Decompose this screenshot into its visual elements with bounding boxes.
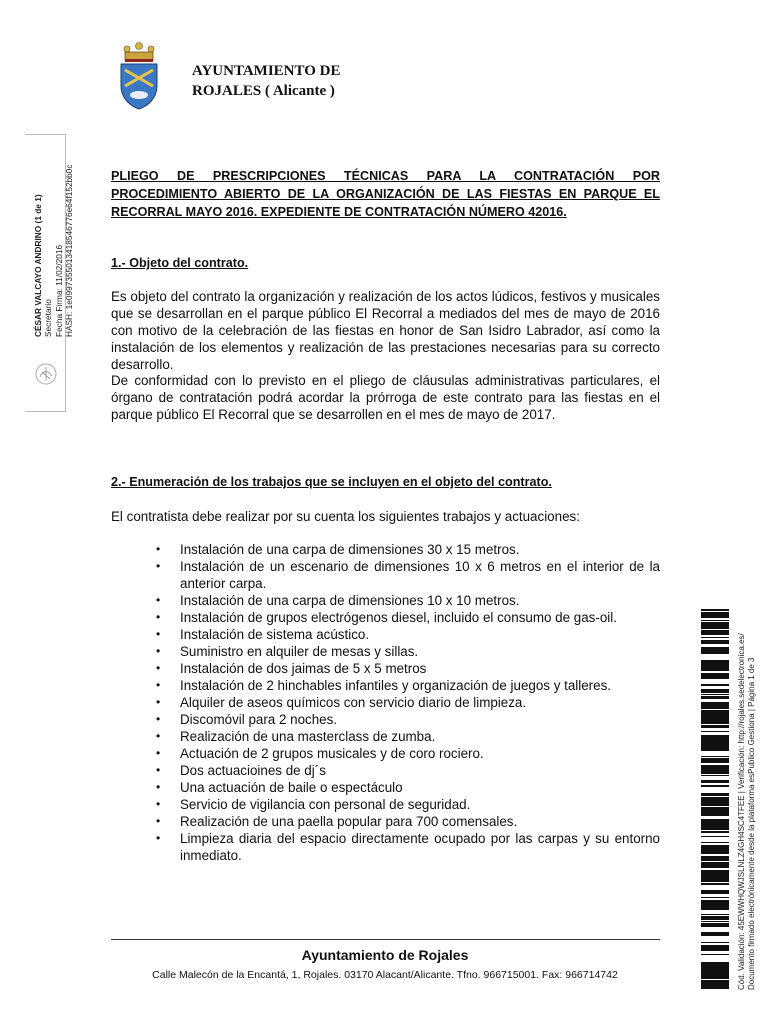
list-item: • Discomóvil para 2 noches.: [156, 712, 338, 727]
barcode-bar: [701, 647, 729, 648]
list-item: • Actuación de 2 grupos musicales y de coro rociero.: [156, 746, 484, 761]
barcode-bar: [701, 814, 729, 815]
barcode-bar: [701, 802, 729, 805]
list-item: • Suministro en alquiler de mesas y sillas.: [156, 644, 419, 659]
barcode-bar: [701, 897, 729, 898]
barcode-bar: [701, 883, 729, 884]
list-item: • Instalación de un escenario de dimensiones 10 x 6 metros en el interior de la anterior carpa.: [156, 559, 660, 591]
barcode-bar: [701, 815, 729, 816]
list-item: • Servicio de vigilancia con personal de seguridad.: [156, 797, 471, 812]
barcode-bar: [701, 702, 729, 705]
barcode-bar: [701, 905, 729, 907]
barcode-bar: [701, 858, 729, 859]
barcode-bar: [701, 797, 729, 799]
barcode-bar: [701, 768, 729, 769]
barcode-bar: [701, 828, 729, 829]
list-item: • Instalación de dos jaimas de 5 x 5 metros: [156, 661, 427, 676]
barcode-bar: [701, 711, 729, 714]
barcode-bar: [701, 708, 729, 709]
barcode-bar: [701, 807, 729, 810]
barcode-bar: [701, 810, 729, 812]
barcode-bar: [701, 846, 729, 848]
barcode-bar: [701, 663, 729, 664]
barcode-bar: [701, 678, 729, 679]
barcode-bar: [701, 793, 729, 796]
barcode-bar: [701, 737, 729, 740]
barcode-bar: [701, 761, 729, 762]
barcode-bar: [701, 916, 729, 919]
section1-paragraph-1: Es objeto del contrato la organización y realización de los actos lúdicos, festivos y musicales que se desarrollan en el parque público El Recorral a mediados del mes de mayo de 2016 con motivo de la celebración de las fiestas en honor de San Isidro Labrador, así como la instalación de los elementos y realización de las prestaciones necesarias para su correcto desarrollo.: [111, 289, 660, 372]
barcode-bar: [701, 848, 729, 851]
footer-divider: [111, 939, 660, 940]
barcode-bar: [701, 684, 729, 685]
organization-name: [192, 61, 341, 101]
barcode-bar: [701, 643, 729, 644]
org-name-line2: ROJALES ( Alicante ): [192, 83, 335, 99]
barcode-bar: [701, 926, 729, 927]
barcode-bar: [701, 715, 729, 718]
barcode-bar: [701, 923, 729, 925]
barcode-bar: [701, 651, 729, 652]
bullet-icon: •: [156, 593, 161, 607]
barcode-bar: [701, 863, 729, 866]
barcode-bar: [701, 967, 729, 968]
document-title: PLIEGO DE PRESCRIPCIONES TÉCNICAS PARA LA CONTRATACIÓN POR PROCEDIMIENTO ABIERTO DE LA ORGANIZACIÓN DE LAS FIESTAS EN PARQUE EL RECORRAL MAYO 2016. EXPEDIENTE DE CONTRATACIÓN NÚMERO 42016.: [111, 169, 660, 219]
barcode-bar: [701, 862, 729, 863]
list-item: • Instalación de grupos electrógenos diesel, incluido el consumo de gas-oil.: [156, 610, 617, 625]
barcode-bar: [701, 640, 729, 642]
barcode-bar: [701, 694, 729, 695]
list-item: • Instalación de una carpa de dimensiones 30 x 15 metros.: [156, 542, 520, 557]
footer-organization: Ayuntamiento de Rojales: [301, 947, 469, 963]
barcode-bar: [701, 731, 729, 732]
signature-date: Fecha Firma: 11/02/2016: [53, 244, 64, 337]
bullet-icon: •: [156, 831, 161, 845]
barcode-bar: [701, 631, 729, 633]
verification-platform-line: Documento firmado electrónicamente desde la plataforma esPublico Gestiona | Página 1 de 3: [746, 657, 756, 990]
barcode-bar: [701, 612, 729, 614]
barcode-bar: [701, 760, 729, 761]
barcode-bar: [701, 748, 729, 750]
barcode-bar: [701, 649, 729, 651]
verification-code-line: Cód. Validación: 45EWWHQWJSLNLZ4GH4SC4TFEE | Verificación: http://rojales.sedelectronica.es/: [737, 633, 746, 990]
list-item: • Realización de una masterclass de zumba.: [156, 729, 436, 744]
barcode-bar: [701, 935, 729, 936]
barcode-bar: [701, 622, 729, 624]
barcode-bar: [701, 821, 729, 822]
bullet-icon: •: [156, 542, 161, 556]
barcode-bar: [701, 667, 729, 669]
barcode-bar: [701, 836, 729, 837]
barcode-bar: [701, 873, 729, 874]
bullet-icon: •: [156, 559, 161, 573]
barcode-bar: [701, 921, 729, 922]
barcode-bar: [701, 741, 729, 744]
barcode-bar: [701, 721, 729, 724]
verification-barcode: [701, 608, 729, 990]
section2-intro: El contratista debe realizar por su cuenta los siguientes trabajos y actuaciones:: [111, 509, 580, 524]
barcode-bar: [701, 718, 729, 721]
barcode-bar: [701, 879, 729, 881]
barcode-bar: [701, 870, 729, 871]
bullet-icon: •: [156, 814, 161, 828]
barcode-bar: [701, 710, 729, 711]
barcode-bar: [701, 696, 729, 697]
barcode-bar: [701, 685, 729, 686]
barcode-bar: [701, 692, 729, 693]
barcode-bar: [701, 890, 729, 893]
barcode-bar: [701, 609, 729, 610]
barcode-bar: [701, 772, 729, 774]
list-item: • Dos actuacioines de dj´s: [156, 763, 326, 778]
barcode-bar: [701, 871, 729, 873]
barcode-bar: [701, 914, 729, 915]
barcode-bar: [701, 877, 729, 879]
barcode-bar: [701, 756, 729, 757]
barcode-bar: [701, 853, 729, 854]
barcode-bar: [701, 775, 729, 776]
barcode-bar: [701, 614, 729, 617]
bullet-icon: •: [156, 678, 161, 692]
barcode-bar: [701, 942, 729, 943]
bullet-icon: •: [156, 695, 161, 709]
barcode-bar: [701, 735, 729, 737]
barcode-bar: [701, 624, 729, 626]
barcode-bar: [701, 842, 729, 843]
barcode-bar: [701, 617, 729, 618]
barcode-bar: [701, 750, 729, 751]
barcode-bar: [701, 832, 729, 833]
barcode-bar: [701, 673, 729, 675]
list-item: • Una actuación de baile o espectáculo: [156, 780, 403, 795]
barcode-bar: [701, 697, 729, 698]
bullet-icon: •: [156, 780, 161, 794]
barcode-bar: [701, 767, 729, 768]
barcode-bar: [701, 900, 729, 902]
barcode-bar: [701, 714, 729, 715]
list-item: • Limpieza diaria del espacio directamente ocupado por las carpas y su entorno inmediato.: [156, 831, 660, 863]
section1-paragraph-2: De conformidad con lo previsto en el pliego de cláusulas administrativas particulares, el órgano de contratación podrá acordar la prórroga de este contrato para las fiestas en el parque público El Recorral que se desarrollen en el mes de mayo de 2017.: [111, 373, 660, 422]
barcode-bar: [701, 932, 729, 935]
list-item: • Instalación de sistema acústico.: [156, 627, 370, 642]
barcode-bar: [701, 845, 729, 846]
barcode-bar: [701, 902, 729, 904]
barcode-bar: [701, 866, 729, 868]
signer-name: CÉSAR VALCAYO ANDRINO (1 de 1): [33, 194, 43, 337]
barcode-bar: [701, 857, 729, 858]
signature-details: [33, 127, 74, 337]
bullet-icon: •: [156, 661, 161, 675]
barcode-bar: [701, 819, 729, 821]
barcode-bar: [701, 652, 729, 654]
barcode-bar: [701, 983, 729, 986]
barcode-bar: [701, 805, 729, 806]
bullet-icon: •: [156, 746, 161, 760]
barcode-bar: [701, 893, 729, 894]
works-list: [156, 541, 660, 864]
barcode-bar: [701, 691, 729, 692]
bullet-icon: •: [156, 627, 161, 641]
barcode-bar: [701, 907, 729, 910]
barcode-bar: [701, 851, 729, 852]
barcode-bar: [701, 705, 729, 706]
barcode-bar: [701, 744, 729, 746]
signature-hash: HASH: 1e0997355013418546776e64f152bb0c: [63, 164, 74, 337]
barcode-bar: [701, 633, 729, 635]
barcode-bar: [701, 725, 729, 728]
barcode-bar: [701, 786, 729, 787]
barcode-bar: [701, 637, 729, 638]
barcode-bar: [701, 740, 729, 741]
list-item: • Realización de una paella popular para 700 comensales.: [156, 814, 518, 829]
barcode-bar: [701, 964, 729, 967]
barcode-bar: [701, 626, 729, 629]
barcode-bar: [701, 785, 729, 786]
barcode-bar: [701, 988, 729, 989]
signature-stamp-icon: [34, 362, 58, 386]
barcode-bar: [701, 669, 729, 671]
barcode-bar: [701, 780, 729, 782]
barcode-bar: [701, 660, 729, 662]
barcode-bar: [701, 620, 729, 621]
barcode-bar: [701, 986, 729, 988]
barcode-bar: [701, 664, 729, 667]
barcode-bar: [701, 689, 729, 690]
section2-heading: 2.- Enumeración de los trabajos que se incluyen en el objeto del contrato.: [111, 475, 552, 489]
barcode-bar: [701, 799, 729, 802]
barcode-bar: [701, 648, 729, 649]
barcode-bar: [701, 782, 729, 783]
barcode-bar: [701, 746, 729, 748]
bullet-icon: •: [156, 797, 161, 811]
list-item: • Instalación de una carpa de dimensiones 10 x 10 metros.: [156, 593, 520, 608]
bullet-icon: •: [156, 729, 161, 743]
bullet-icon: •: [156, 712, 161, 726]
signer-role: Secretario: [43, 299, 54, 337]
barcode-bar: [701, 698, 729, 699]
barcode-bar: [701, 829, 729, 830]
barcode-bar: [701, 856, 729, 857]
barcode-bar: [701, 825, 729, 828]
bullet-icon: •: [156, 763, 161, 777]
barcode-bar: [701, 630, 729, 631]
barcode-bar: [701, 831, 729, 832]
footer-address: Calle Malecón de la Encantá, 1, Rojales. 03170 Alacant/Alicante. Tfno. 966715001. Fax: 966714742: [152, 969, 618, 981]
barcode-bar: [701, 919, 729, 920]
barcode-bar: [701, 762, 729, 763]
barcode-bar: [701, 758, 729, 760]
barcode-bar: [701, 690, 729, 691]
barcode-bar: [701, 884, 729, 885]
barcode-bar: [701, 874, 729, 877]
barcode-bar: [701, 675, 729, 678]
verification-text: [737, 630, 767, 990]
section1-heading: 1.- Objeto del contrato.: [111, 256, 249, 270]
barcode-bar: [701, 904, 729, 905]
barcode-bar: [701, 662, 729, 663]
bullet-icon: •: [156, 610, 161, 624]
barcode-bar: [701, 610, 729, 611]
barcode-bar: [701, 860, 729, 861]
barcode-bar: [701, 822, 729, 823]
bullet-icon: •: [156, 644, 161, 658]
barcode-bar: [701, 769, 729, 772]
barcode-bar: [701, 881, 729, 882]
barcode-bar: [701, 852, 729, 853]
barcode-bar: [701, 812, 729, 814]
list-item: • Alquiler de aseos químicos con servicio diario de limpieza.: [156, 695, 527, 710]
list-item: • Instalación de 2 hinchables infantiles y organización de juegos y talleres.: [156, 678, 611, 693]
barcode-bar: [701, 823, 729, 825]
barcode-bar: [701, 765, 729, 767]
barcode-bar: [701, 925, 729, 926]
barcode-bar: [701, 706, 729, 708]
org-name-line1: AYUNTAMIENTO DE: [192, 63, 341, 79]
barcode-bar: [701, 945, 729, 946]
municipal-crest-logo: [117, 42, 161, 110]
barcode-bar: [701, 642, 729, 643]
barcode-bar: [701, 859, 729, 860]
